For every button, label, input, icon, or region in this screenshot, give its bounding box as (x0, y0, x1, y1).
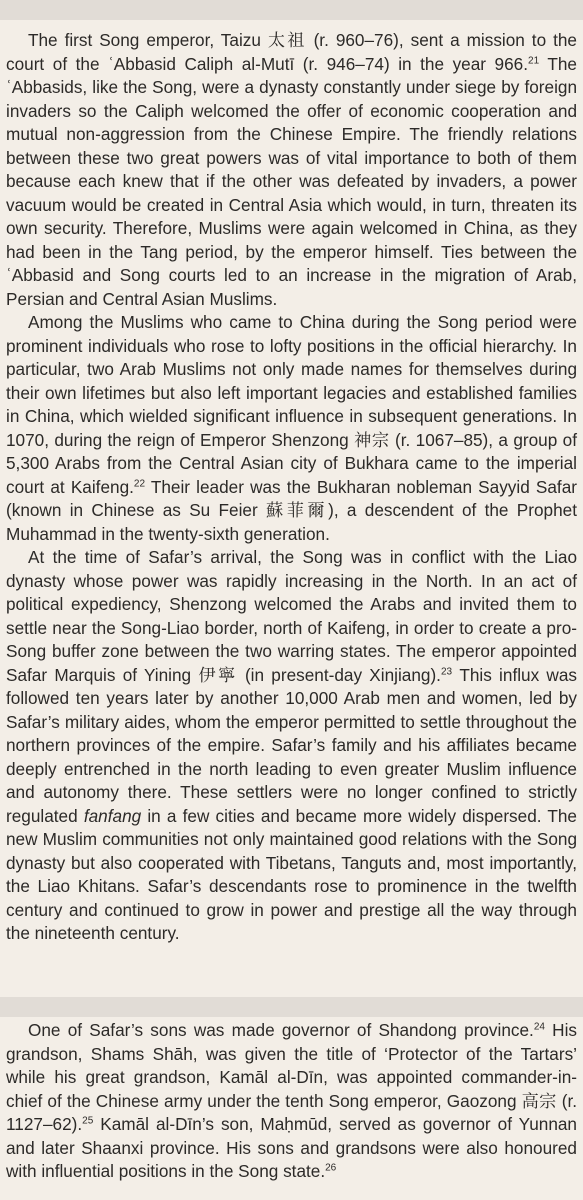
footnote-marker-22[interactable]: 22 (133, 477, 146, 489)
paragraph-safar-arrival (6, 546, 577, 946)
text-run: His grandson, Shams Shāh, was given the title of ‘Protector of the Tartars’ while his great grandson, Kamāl al-Dīn, was appointed commander-in-chief of the Chinese army under the tenth Song emperor, Gaozong 高宗 (r. 1127–62). (6, 1020, 577, 1134)
text-run: Kamāl al-Dīn’s son, Maḥmūd, served as governor of Yunnan and later Shaanxi province. His sons and grandsons were also honoured with influential positions in the Song state. (6, 1114, 577, 1181)
sidebar-text-block (6, 1019, 577, 1184)
text-run: Their leader was the Bukharan nobleman Sayyid Safar (known in Chinese as Su Feier 蘇菲爾), a descendent of the Prophet Muhammad in the twenty-sixth generation. (6, 476, 577, 544)
top-band (0, 0, 583, 20)
paragraph-safar-descendants (6, 1019, 577, 1184)
text-run: The first Song emperor, Taizu 太祖 (r. 960–76), sent a mission to the court of the ʿAbbasid Caliph al-Mutī (r. 946–74) in the year 966. (6, 30, 577, 74)
footnote-marker-25[interactable]: 25 (82, 1115, 94, 1127)
text-run: in a few cities and became more widely dispersed. The new Muslim communities not only maintained good relations with the Song dynasty but also cooperated with Tibetans, Tanguts and, most importantly, the Liao Khitans. Safar’s descendants rose to prominence in the twelfth century and continued to grow in power and prestige all the way through the nineteenth century. (6, 805, 577, 943)
footnote-marker-21[interactable]: 21 (528, 54, 540, 66)
main-text-block (6, 29, 577, 946)
text-run: The ʿAbbasids, like the Song, were a dynasty constantly under siege by foreign invaders so the Caliph welcomed the offer of economic cooperation and mutual non-aggression from the Chinese Empire. The friendly relations between these two great powers was of vital importance to both of them because each knew that if the other was defeated by invaders, a power vacuum would be created in Central Asia which would, in turn, threaten its own security. Therefore, Muslims were again welcomed in China, as they had been in the Tang period, by the emperor himself. Ties between the ʿAbbasid and Song courts led to an increase in the migration of Arab, Persian and Central Asian Muslims. (6, 53, 577, 309)
footnote-marker-26[interactable]: 26 (325, 1162, 337, 1174)
text-run: At the time of Safar’s arrival, the Song was in conflict with the Liao dynasty whose power was rapidly increasing in the North. In an act of political expediency, Shenzong welcomed the Arabs and invited them to settle near the Song-Liao border, north of Kaifeng, in order to create a pro-Song buffer zone between the two warring states. The emperor appointed Safar Marquis of Yining 伊寧 (in present-day Xinjiang). (6, 547, 577, 685)
footnote-marker-24[interactable]: 24 (533, 1021, 545, 1033)
paragraph-song-abbasid-mission (6, 29, 577, 311)
text-run: Among the Muslims who came to China during the Song period were prominent individuals who rose to lofty positions in the official hierarchy. In particular, two Arab Muslims not only made names for themselves during their own lifetimes but also left important legacies and established families in China, which wielded significant influence in subsequent generations. In 1070, during the reign of Emperor Shenzong 神宗 (r. 1067–85), a group of 5,300 Arabs from the Central Asian city of Bukhara came to the imperial court at Kaifeng. (6, 312, 577, 497)
section-divider-band (0, 997, 583, 1017)
paragraph-muslims-in-song (6, 311, 577, 546)
footnote-marker-23[interactable]: 23 (440, 665, 453, 677)
term-fanfang: fanfang (83, 805, 142, 826)
text-run: This influx was followed ten years later by another 10,000 Arab men and women, led by Safar’s military aides, whom the emperor permitted to settle throughout the northern provinces of the empire. Safar’s family and his affiliates became deeply entrenched in the north leading to even greater Muslim influence and autonomy there. These settlers were no longer confined to strictly regulated (6, 664, 577, 826)
text-run: One of Safar’s sons was made governor of Shandong province. (28, 1020, 534, 1040)
